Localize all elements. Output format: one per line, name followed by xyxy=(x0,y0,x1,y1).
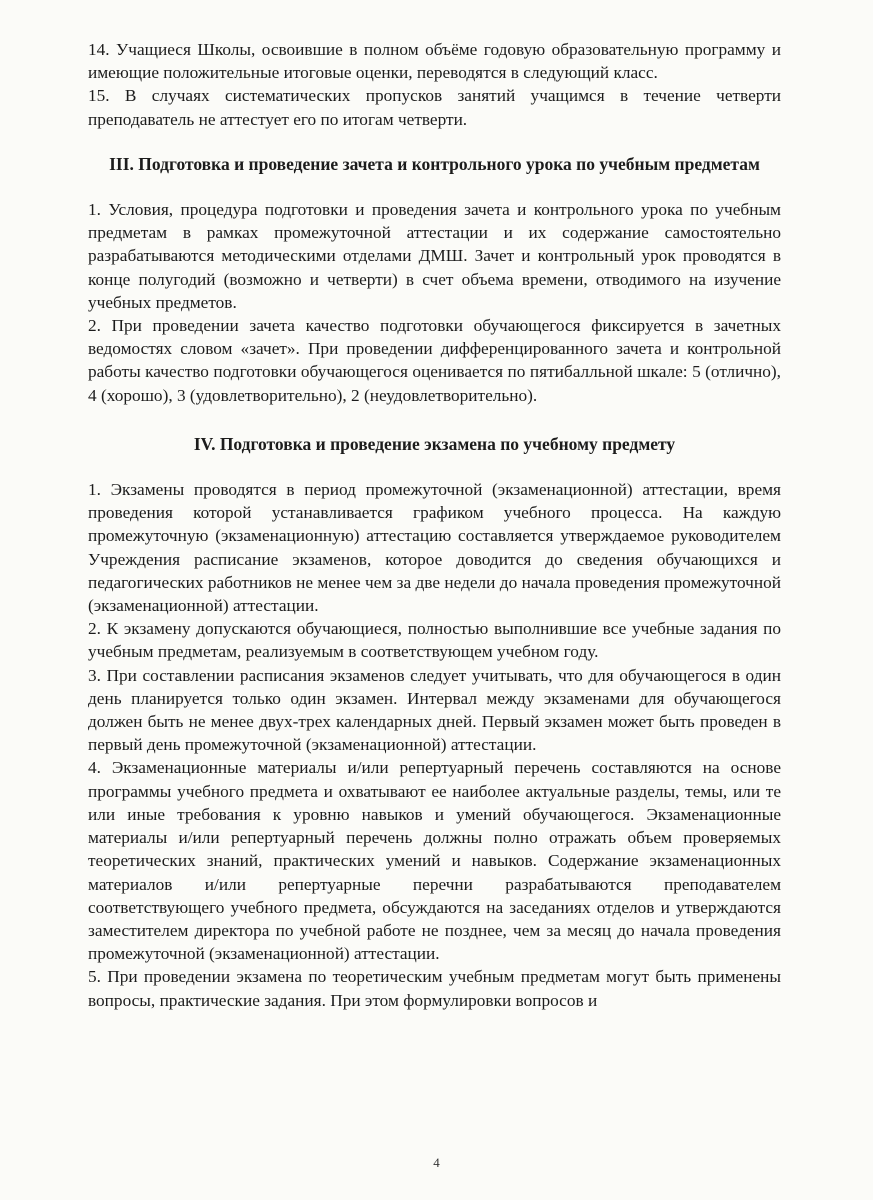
paragraph-15: 15. В случаях систематических пропусков занятий учащимся в течение четверти преподаватель не аттестует его по итогам четверти. xyxy=(88,86,781,129)
section-4-paragraph-3: 3. При составлении расписания экзаменов следует учитывать, что для обучающегося в один день планируется только один экзамен. Интервал между экзаменами для обучающегося должен быть не менее двух-трех календарных дней. Первый экзамен может быть проведен в первый день промежуточной (экзаменационной) аттестации. xyxy=(88,665,781,755)
section-4-paragraph-2: 2. К экзамену допускаются обучающиеся, полностью выполнившие все учебные задания по учебным предметам, реализуемым в соответствующем учебном году. xyxy=(88,619,781,662)
page-number: 4 xyxy=(433,1155,440,1170)
section-3-heading: III. Подготовка и проведение зачета и контрольного урока по учебным предметам xyxy=(109,153,760,174)
section-4-paragraph-4: 4. Экзаменационные материалы и/или репертуарный перечень составляются на основе программы учебного предмета и охватывают ее наиболее актуальные разделы, темы, или те или иные требования к уровню навыков и умений обучающегося. Экзаменационные материалы и/или репертуарный перечень должны полно отражать объем проверяемых теоретических знаний, практических умений и навыков. Содержание экзаменационных материалов и/или репертуарные перечни разрабатываются преподавателем соответствующего учебного предмета, обсуждаются на заседаниях отделов и утверждаются заместителем директора по учебной работе не позднее, чем за месяц до начала проведения промежуточной (экзаменационной) аттестации. xyxy=(88,758,781,964)
section-3-paragraph-2: 2. При проведении зачета качество подготовки обучающегося фиксируется в зачетных ведомостях словом «зачет». При проведении дифференцированного зачета и контрольной работы качество подготовки обучающегося оценивается по пятибалльной шкале: 5 (отлично), 4 (хорошо), 3 (удовлетворительно), 2 (неудовлетворительно). xyxy=(88,316,781,405)
section-4-heading: IV. Подготовка и проведение экзамена по учебному предмету xyxy=(193,433,676,454)
paragraph-14: 14. Учащиеся Школы, освоившие в полном объёме годовую образовательную программу и имеющие положительные итоговые оценки, переводятся в следующий класс. xyxy=(88,40,781,83)
section-4-paragraph-5: 5. При проведении экзамена по теоретическим учебным предметам могут быть применены вопросы, практические задания. При этом формулировки вопросов и xyxy=(88,967,781,1010)
section-3-paragraph-1: 1. Условия, процедура подготовки и проведения зачета и контрольного урока по учебным предметам в рамках промежуточной аттестации и их содержание самостоятельно разрабатываются методическими отделами ДМШ. Зачет и контрольный урок проводятся в конце полугодий (возможно и четверти) в счет объема времени, отводимого на изучение учебных предметов. xyxy=(88,200,781,312)
section-4-paragraph-1: 1. Экзамены проводятся в период промежуточной (экзаменационной) аттестации, время проведения которой устанавливается графиком учебного процесса. На каждую промежуточную (экзаменационную) аттестацию составляется утверждаемое руководителем Учреждения расписание экзаменов, которое доводится до сведения обучающихся и педагогических работников не менее чем за две недели до начала проведения промежуточной (экзаменационной) аттестации. xyxy=(88,480,781,616)
